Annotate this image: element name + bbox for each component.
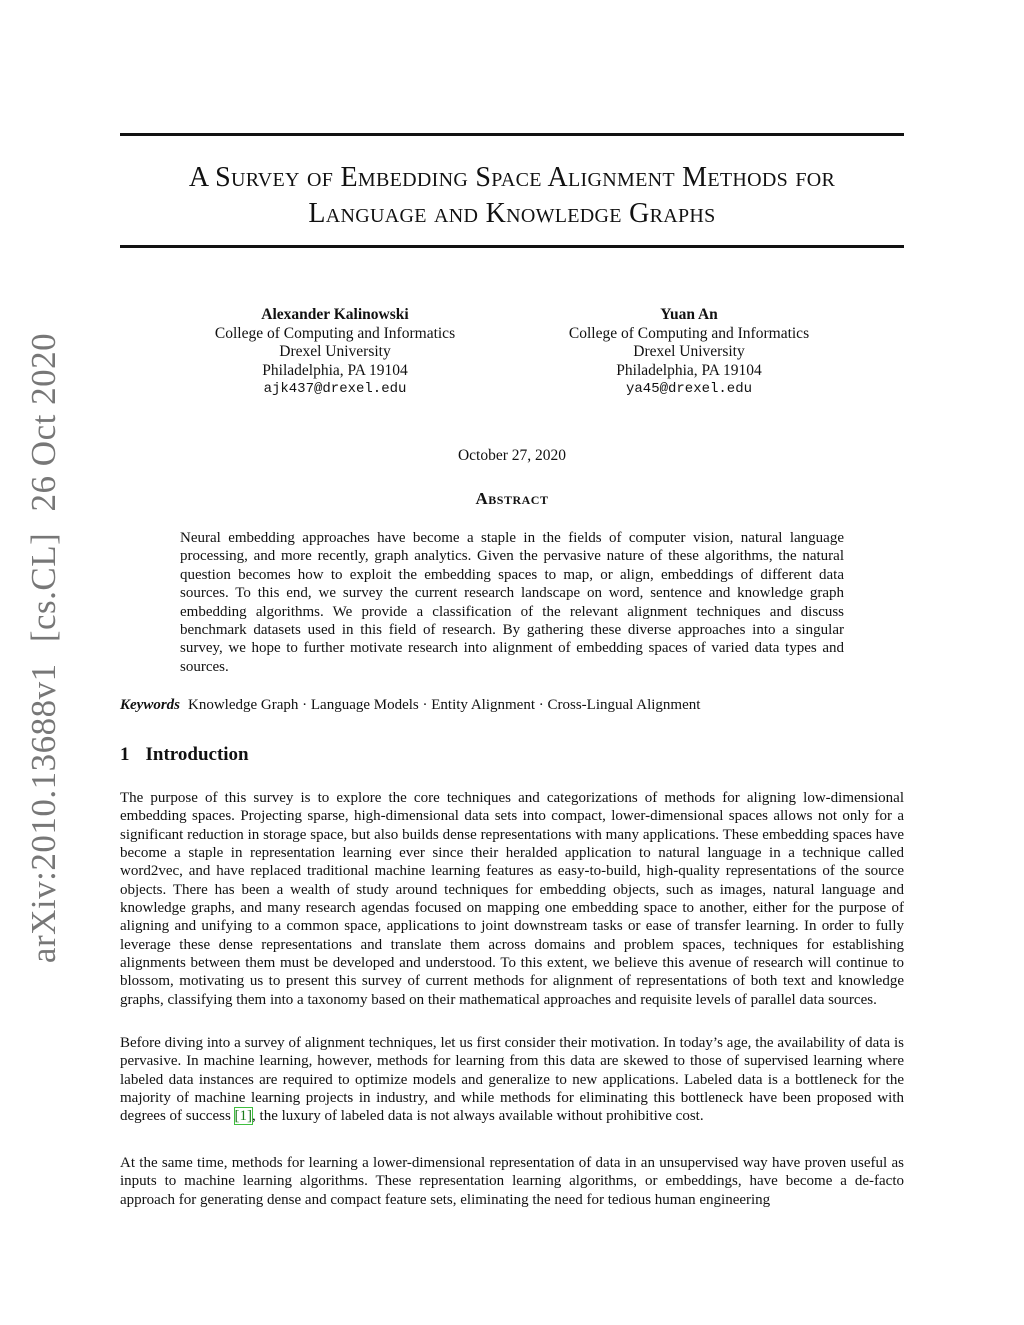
author-name: Yuan An bbox=[660, 306, 718, 323]
keywords-line bbox=[120, 697, 904, 714]
author-block-2 bbox=[539, 306, 839, 399]
paragraph-text: Before diving into a survey of alignment techniques, let us first consider their motivation. In today’s age, the availability of data is pervasive. In machine learning, however, methods for learning from this data are skewed to those of supervised learning where labeled data instances are required to optimize models and generalize to new applications. Labeled data is a bottleneck for the majority of machine learning projects in industry, and while methods for eliminating this bottleneck have been proposed with degrees of success bbox=[120, 1035, 904, 1125]
author-university: Drexel University bbox=[633, 343, 745, 360]
abstract-text: Neural embedding approaches have become a staple in the fields of computer vision, natural language processing, and more recently, graph analytics. Given the pervasive nature of these algorithms, the natural question becomes how to exploit the embedding spaces to map, or align, embeddings of different data sources. To this end, we survey the current research landscape on word, sentence and knowledge graph embedding algorithms. We provide a classification of the relevant alignment techniques and discuss benchmark datasets used in this field of research. By gathering these diverse approaches into a singular survey, we hope to further motivate research into alignment of embedding spaces of varied data types and sources. bbox=[180, 530, 844, 675]
paper-title-line-2: Language and Knowledge Graphs bbox=[308, 198, 716, 229]
keywords-label: Keywords bbox=[120, 697, 180, 713]
body-paragraph-3: At the same time, methods for learning a lower-dimensional representation of data in an unsupervised way have proven useful as inputs to machine learning algorithms. These representation learning algorithms, or embeddings, have become a de-facto approach for generating dense and compact feature sets, eliminating the need for tedious human engineering bbox=[120, 1155, 904, 1208]
author-location: Philadelphia, PA 19104 bbox=[262, 361, 408, 379]
paragraph-text: , the luxury of labeled data is not always available without prohibitive cost. bbox=[252, 1108, 704, 1125]
arxiv-identifier-stamp bbox=[24, 327, 64, 969]
arxiv-date: 26 Oct 2020 bbox=[24, 332, 63, 512]
author-affiliation: College of Computing and Informatics bbox=[568, 324, 810, 342]
paper-date: October 27, 2020 bbox=[457, 447, 567, 464]
author-affiliation: College of Computing and Informatics bbox=[214, 324, 456, 342]
arxiv-id: arXiv:2010.13688v1 bbox=[24, 663, 63, 964]
author-email[interactable]: ya45@drexel.edu bbox=[625, 381, 753, 397]
paper-title bbox=[120, 160, 904, 232]
paper-title-line-1: A Survey of Embedding Space Alignment Methods for bbox=[188, 162, 836, 193]
title-top-rule bbox=[120, 133, 904, 136]
section-number: 1 bbox=[120, 744, 130, 765]
abstract-heading: Abstract bbox=[475, 489, 549, 508]
body-paragraph-1: The purpose of this survey is to explore the core techniques and categorizations of methods for aligning low-dimensional embedding spaces. Projecting sparse, high-dimensional data sets into compact, lower-dimensional spaces allows not only for a significant reduction in storage space, but also builds dense representations with many applications. These embedding spaces have become a staple in representation learning ever since their heralded application to natural language in a technique called word2vec, and have replaced traditional machine learning features as easy-to-build, high-quality representations of the source objects. There has been a wealth of study around techniques for embedding objects, such as images, natural language and knowledge graphs, and many research agendas focused on mapping one embedding space to another, either for the purpose of aligning and unifying to a common space, applications to joint downstream tasks or ease of transfer learning. In order to fully leverage these dense representations and translate them across domains and problem spaces, techniques for establishing alignments between them must be developed and understood. To this extent, we believe this avenue of research will continue to blossom, motivating us to present this survey of current methods for alignment of representations of both text and knowledge graphs, classifying them into a taxonomy based on their mathematical approaches and requisite levels of parallel data sources. bbox=[120, 790, 904, 1008]
author-block-1 bbox=[185, 306, 485, 399]
arxiv-category: [cs.CL] bbox=[24, 532, 63, 643]
section-heading bbox=[120, 744, 249, 766]
author-university: Drexel University bbox=[279, 343, 391, 360]
title-bottom-rule bbox=[120, 245, 904, 248]
author-email[interactable]: ajk437@drexel.edu bbox=[263, 381, 407, 397]
author-location: Philadelphia, PA 19104 bbox=[616, 361, 762, 379]
keywords-list: Knowledge Graph · Language Models · Entity Alignment · Cross-Lingual Alignment bbox=[188, 697, 701, 713]
section-title: Introduction bbox=[145, 744, 249, 765]
author-name: Alexander Kalinowski bbox=[261, 306, 409, 323]
body-paragraph-2 bbox=[120, 1034, 904, 1126]
citation-link[interactable]: [1] bbox=[234, 1108, 253, 1125]
